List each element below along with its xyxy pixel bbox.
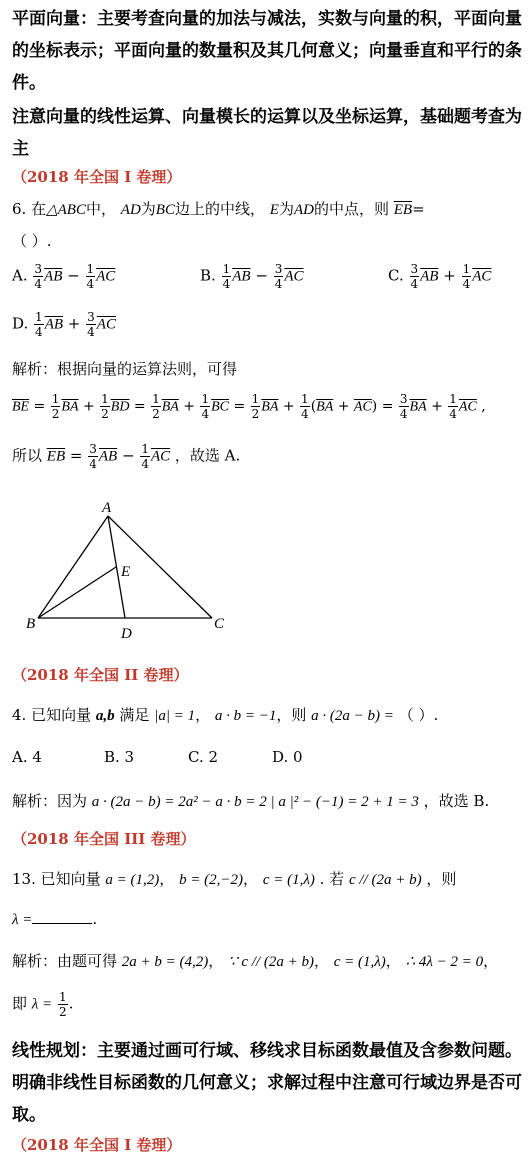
label-c: C [214,616,225,632]
section-title-line-3: 件。 [12,73,46,93]
section2-line-3: 取。 [12,1105,46,1125]
triangle-figure [20,496,240,646]
problem-13-analysis: 解析：由题可得 2a + b = (4,2)， ∵ c // (2a + b)， c = (1,λ)， ∴ 4λ − 2 = 0， [12,952,499,970]
problem-4-stem: 4. 已知向量 a,b 满足 |a| = 1， a · b = −1，则 a · (2a − b) = （ ）. [12,706,439,724]
source-label: （2018 年全国 I 卷理） [12,168,182,186]
option-a: A. $\frac{3}{4}$ $\overline{AB}$ − $\frac{1}{4}$ $\overline{AC}$ [12,262,116,291]
side-ab [38,516,108,618]
problem-6-analysis: 解析：根据向量的运算法则，可得 [12,360,238,378]
option-b: B. $\frac{1}{4}$ $\overline{AB}$ − $\frac{3}{4}$ $\overline{AC}$ [200,262,304,291]
answer-blank[interactable] [32,923,92,924]
section-title-line-2: 的坐标表示；平面向量的数量积及其几何意义；向量垂直和平行的条 [12,41,522,61]
section-title-line-1: 平面向量：主要考查向量的加法与减法，实数与向量的积，平面向量 [12,9,522,29]
option-4b: B. 3 [104,748,135,766]
label-a: A [102,500,112,516]
problem-6-stem: 6. 在△ABC中， AD为BC边上的中线， E为AD的中点，则 $\overline{EB}=$ [12,200,425,218]
option-4c: C. 2 [188,748,219,766]
label-d: D [121,626,132,642]
label-b: B [26,616,36,632]
option-4a: A. 4 [12,748,42,766]
section-note-line-2: 主 [12,139,29,159]
section2-line-2: 明确非线性目标函数的几何意义；求解过程中注意可行域边界是否可 [12,1073,522,1093]
source-label-ii: （2018 年全国 II 卷理） [12,666,189,684]
section-note-line-1: 注意向量的线性运算、向量模长的运算以及坐标运算，基础题考查为 [12,107,522,127]
option-c: C. $\frac{3}{4}$ $\overline{AB}$ + $\frac{1}{4}$ $\overline{AC}$ [388,262,492,291]
option-4d: D. 0 [272,748,303,766]
source-label-iii: （2018 年全国 III 卷理） [12,830,196,848]
segment-be [38,567,116,618]
problem-13-answer: 即 λ = $\frac{1}{2}$ . [12,990,74,1019]
problem-6-paren: （ ）. [12,232,52,250]
problem-13-blank: λ = . [12,910,98,928]
problem-13-stem: 13. 已知向量 a = (1,2)， b = (2,−2)， c = (1,λ) . 若 c // (2a + b) ，则 [12,870,457,888]
problem-6-derivation: $\overline{BE}$ = $\frac{1}{2}$ $\overline{BA}$ + $\frac{1}{2}$ $\overline{BD}$ = $\frac{1}{2}$ $\overline{BA}$ + $\frac{1}{4}$ $\overline{BC}$ = $\frac{1}{2}$ $\overline{BA}$ + $\frac{1}{4}$ $(\overline{BA} + \overline{AC})$ = $\frac{3}{4}$ $\overline{BA}$ + $\frac{1}{4}$ $\overline{AC}$ , [12,392,486,421]
problem-6-conclusion: 所以 $\overline{EB}$ = $\frac{3}{4}$ $\overline{AB}$ − $\frac{1}{4}$ $\overline{AC}$ ，故选 A. [12,442,241,471]
option-d: D. $\frac{1}{4}$ $\overline{AB}$ + $\frac{3}{4}$ $\overline{AC}$ [12,310,116,339]
problem-4-analysis: 解析：因为 a · (2a − b) = 2a² − a · b = 2 | a |² − (−1) = 2 + 1 = 3 ，故选 B. [12,792,490,810]
source-label-last: （2018 年全国 I 卷理） [12,1136,182,1154]
label-e: E [121,564,131,580]
section2-line-1: 线性规划：主要通过画可行域、移线求目标函数最值及含参数问题。 [12,1041,522,1061]
